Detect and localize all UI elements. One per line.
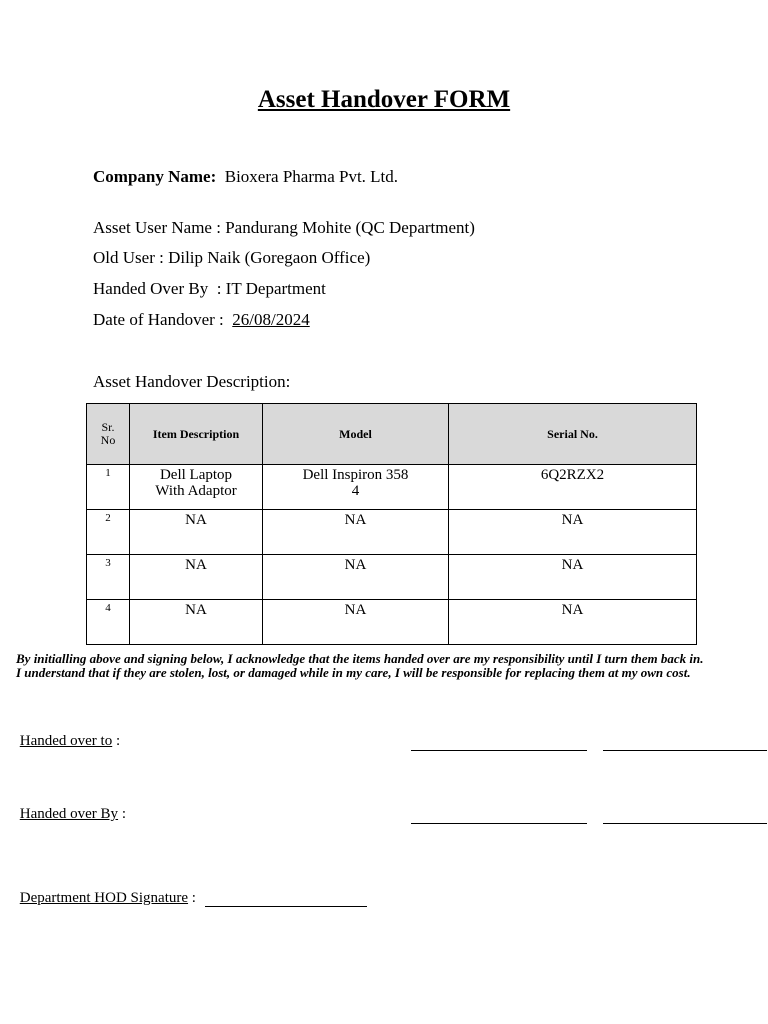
label-separator: : bbox=[118, 806, 126, 822]
header-serial-no: Serial No. bbox=[449, 404, 697, 465]
table-row bbox=[87, 600, 697, 645]
cell-sr: 4 bbox=[87, 600, 130, 645]
table-row bbox=[87, 465, 697, 510]
label-separator: : bbox=[188, 890, 196, 906]
handed-over-to-signature-line[interactable] bbox=[411, 750, 587, 751]
company-name-label: Company Name: bbox=[93, 167, 217, 186]
cell-sr: 1 bbox=[87, 465, 130, 510]
handed-over-to-label bbox=[16, 733, 120, 750]
table-row bbox=[87, 555, 697, 600]
date-value: 26/08/2024 bbox=[232, 310, 310, 329]
handed-over-to-text: Handed over to bbox=[19, 733, 113, 749]
label-separator: : bbox=[112, 733, 121, 749]
form-title: Asset Handover FORM bbox=[257, 86, 511, 113]
handed-over-by-date-line[interactable] bbox=[603, 823, 767, 824]
description-heading: Asset Handover Description: bbox=[93, 372, 291, 391]
cell-model-line1: Dell Inspiron 358 bbox=[302, 467, 409, 483]
hod-signature-line[interactable] bbox=[205, 906, 367, 907]
acknowledgement-line2: I understand that if they are stolen, lost, or damaged while in my care, I will be responsible for replacing them at my own cost. bbox=[16, 665, 691, 680]
cell-sr: 2 bbox=[87, 510, 130, 555]
cell-item: NA bbox=[130, 600, 263, 645]
cell-serial: 6Q2RZX2 bbox=[449, 465, 697, 510]
handed-over-by-sign-label bbox=[16, 806, 126, 823]
acknowledgement-text bbox=[16, 652, 756, 680]
company-name-value: Bioxera Pharma Pvt. Ltd. bbox=[224, 167, 399, 186]
handed-over-by-text: Handed over By bbox=[19, 806, 119, 822]
header-item-description: Item Description bbox=[130, 404, 263, 465]
cell-item: NA bbox=[130, 555, 263, 600]
cell-item-line1: Dell Laptop bbox=[159, 467, 233, 483]
handed-over-by-line: Handed Over By : IT Department bbox=[93, 279, 326, 298]
asset-user-line: Asset User Name : Pandurang Mohite (QC Department) bbox=[93, 218, 475, 237]
table-header-row bbox=[87, 404, 697, 465]
header-sr-line2: No bbox=[100, 433, 116, 447]
date-of-handover-line bbox=[93, 310, 310, 330]
cell-sr: 3 bbox=[87, 555, 130, 600]
cell-serial: NA bbox=[449, 600, 697, 645]
hod-signature-text: Department HOD Signature bbox=[19, 890, 189, 906]
cell-model: NA bbox=[263, 555, 449, 600]
company-name-line bbox=[93, 167, 398, 187]
cell-serial: NA bbox=[449, 510, 697, 555]
header-model: Model bbox=[263, 404, 449, 465]
cell-item-line2: With Adaptor bbox=[155, 483, 237, 499]
cell-model: NA bbox=[263, 600, 449, 645]
date-label: Date of Handover : bbox=[93, 310, 229, 329]
asset-table bbox=[86, 403, 697, 645]
cell-model: NA bbox=[263, 510, 449, 555]
cell-model bbox=[263, 465, 449, 510]
cell-model-line2: 4 bbox=[351, 483, 360, 499]
cell-item: NA bbox=[130, 510, 263, 555]
cell-serial: NA bbox=[449, 555, 697, 600]
old-user-line: Old User : Dilip Naik (Goregaon Office) bbox=[93, 248, 371, 267]
hod-signature-label bbox=[16, 890, 196, 907]
header-sr-line1: Sr. bbox=[101, 420, 115, 434]
handed-over-to-date-line[interactable] bbox=[603, 750, 767, 751]
header-sr-no bbox=[87, 404, 130, 465]
table-row bbox=[87, 510, 697, 555]
cell-item bbox=[130, 465, 263, 510]
acknowledgement-line1: By initialling above and signing below, I acknowledge that the items handed over are my responsibility until I turn them back in. bbox=[16, 651, 704, 666]
handed-over-by-signature-line[interactable] bbox=[411, 823, 587, 824]
